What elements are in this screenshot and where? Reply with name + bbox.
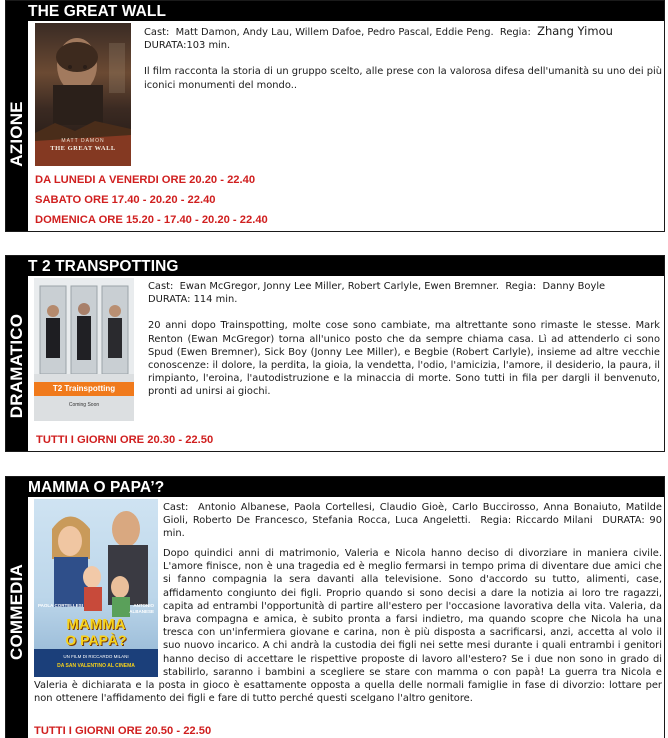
film-info — [148, 280, 660, 399]
duration: DURATA: 90 min. — [163, 515, 662, 540]
poster-title: THE GREAT WALL — [50, 145, 116, 152]
film-title: T 2 TRANSPOTTING — [28, 258, 179, 275]
poster-names-right: ANTONIO ALBANESE — [129, 603, 154, 614]
cast-line — [163, 501, 662, 541]
schedule-line: TUTTI I GIORNI ORE 20.50 - 22.50 — [34, 725, 212, 737]
director-label: Regia: — [499, 27, 531, 38]
plot: 20 anni dopo Trainspotting, molte cose sono cambiate, ma altrettante sono rimaste le stesse. Mark Renton (Ewan McGregor) torna all'unico posto che da sempre chiama casa. Lì ad attenderlo ci sono Spud (Ewen Bremner), Sick Boy (Jonny Lee Miller), e Begbie (Robert Carlyle), insieme ad altre vecchie conoscenze: il dolore, la perdita, la gioia, la vendetta, l'odio, l'amicizia, l'amore, il desiderio, la paura, il rimpianto, l'eroina, l'autodistruzione e la minaccia di morte. Sono tutti in fila per dargli il benvenuto, pronti ad unirsi ai giochi. — [148, 320, 660, 398]
director-label: Regia: — [480, 515, 512, 527]
movie-poster — [35, 23, 131, 166]
cast-list: Matt Damon, Andy Lau, Willem Dafoe, Pedro Pascal, Eddie Peng. — [175, 27, 494, 38]
genre-label: DRAMATICO — [7, 313, 26, 419]
cast-label: Cast: — [144, 27, 170, 38]
cast-list: Ewan McGregor, Jonny Lee Miller, Robert Carlyle, Ewen Bremner. — [179, 281, 500, 292]
cast-list: Antonio Albanese, Paola Cortellesi, Claudio Gioè, Carlo Buccirosso, Anna Bonaiuto, Matilde Gioli, Roberto De Francesco, Stefania Rocca, Luca Angeletti. — [163, 502, 662, 527]
film-info — [144, 25, 662, 92]
plot-block — [34, 547, 662, 705]
poster-tagline: Coming Soon — [68, 402, 100, 408]
genre-label: AZIONE — [7, 101, 26, 167]
cast-line — [148, 280, 660, 293]
director-name: Zhang Yimou — [537, 24, 613, 38]
schedule-line: DA LUNEDI A VENERDI ORE 20.20 - 22.40 — [35, 174, 256, 186]
poster-release: DA SAN VALENTINO AL CINEMA — [57, 663, 135, 669]
director-label: Regia: — [505, 281, 537, 292]
cast-line — [144, 25, 662, 39]
poster-title: T2 Trainspotting — [52, 384, 116, 393]
poster-artwork — [34, 278, 134, 421]
schedule-line: DOMENICA ORE 15.20 - 17.40 - 20.20 - 22.40 — [35, 214, 268, 226]
duration: DURATA: 114 min. — [148, 294, 238, 306]
cast-label: Cast: — [148, 281, 174, 292]
schedule-line: TUTTI I GIORNI ORE 20.30 - 22.50 — [36, 434, 214, 446]
director-name: Riccardo Milani — [516, 515, 593, 527]
genre-label: COMMEDIA — [7, 563, 26, 661]
director-name: Danny Boyle — [542, 281, 606, 292]
film-card-mamma-o-papa — [5, 476, 665, 738]
film-title: MAMMA O PAPA’? — [28, 479, 165, 496]
poster-actor: MATT DAMON — [61, 138, 105, 144]
film-title: THE GREAT WALL — [28, 3, 167, 20]
schedule-line: SABATO ORE 17.40 - 20.20 - 22.40 — [35, 194, 216, 206]
poster-title-2: O PAPÀ? — [65, 632, 127, 648]
film-info — [163, 501, 662, 541]
cast-label: Cast: — [163, 502, 189, 513]
plot: Dopo quindici anni di matrimonio, Valeria e Nicola hanno deciso di divorziare in maniera civile. L'amore finisce, non è una tragedia ed è meglio fermarsi in tempo prima di diventare due amici che si fanno compagnia la sera davanti alla televisione. Sono d'accordo su tutto, alimenti, case, affidamento congiunto dei figli. Proprio quando si sono decisi a dare la notizia ai loro tre ragazzi, capita ad entrambi l'opportunità di partire all'estero per l'occasione lavorativa della vita. Valeria, da brava compagna e amica, è subito pronta a farsi indietro, ma quando scopre che Nicola ha una tresca con un'infermiera giovane e carina, non è più disposta a sacrificarsi, anzi, accetta al volo il suo nuovo incarico. A chi andrà la custodia dei figli nei sette mesi durante i quali entrambi i genitori hanno deciso di accettare le rispettive proposte di lavoro all'estero? Se i due non sono in grado di stabilirlo, saranno i bambini a scegliere se stare con mamma o con papà! La guerra tra Nicola e Valeria è dichiarata e la posta in gioco è esattamente opposta a quella delle normali famiglie in fase di divorzio: lottare per non ottenere l'affidamento dei figli e fare di tutto perché questi scelgano l'altro genitore. — [34, 548, 662, 705]
plot: Il film racconta la storia di un gruppo scelto, alle prese con la valorosa difesa dell'umanità su uno dei più iconici monumenti del mondo.. — [144, 66, 662, 91]
film-card-t2-trainspotting — [5, 255, 665, 452]
poster-title-1: MAMMA — [66, 616, 126, 633]
poster-wrap-spacer — [34, 547, 160, 675]
poster-director: UN FILM DI RICCARDO MILANI — [63, 654, 129, 659]
duration: DURATA:103 min. — [144, 40, 231, 52]
movie-poster — [34, 278, 134, 421]
film-card-the-great-wall — [5, 0, 665, 232]
poster-names-left: PAOLA CORTELLESI — [38, 603, 83, 608]
